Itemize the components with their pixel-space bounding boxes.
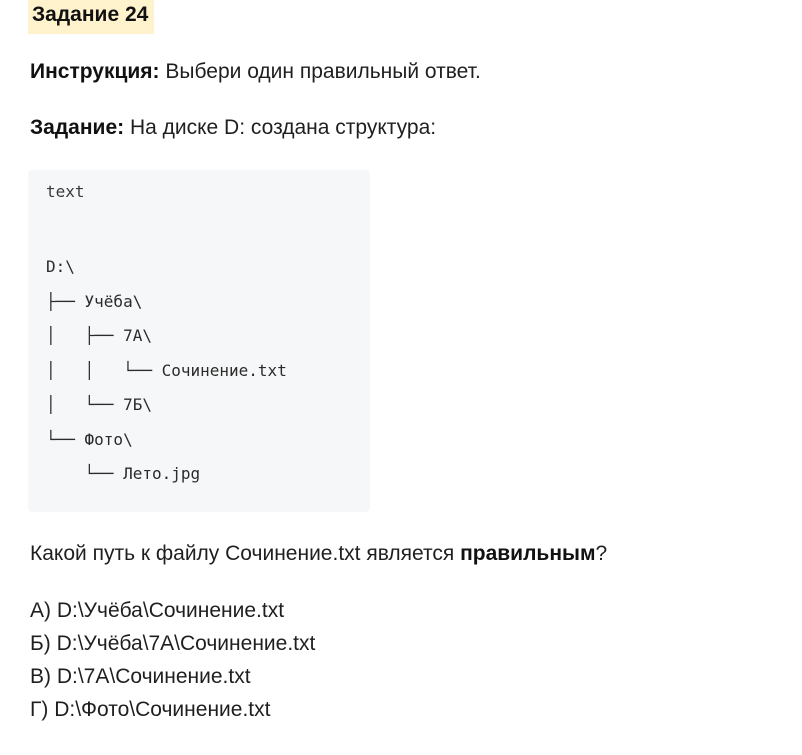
answer-option-c[interactable]: В) D:\7А\Сочинение.txt [30,665,251,688]
instruction-label: Инструкция: [30,60,160,83]
tree-line-leto: └── Лето.jpg [46,464,201,483]
task-label: Задание: [30,116,125,139]
question-emphasis: правильным [460,542,596,565]
answer-option-a[interactable]: А) D:\Учёба\Сочинение.txt [30,599,285,622]
directory-tree [46,250,287,492]
tree-line-sochinenie: │ │ └── Сочинение.txt [46,360,287,380]
task-text: На диске D: создана структура: [124,116,437,139]
tree-line-7a: │ ├── 7А\ [46,326,152,345]
question-before: Какой путь к файлу Сочинение.txt является [30,542,461,565]
tree-line-ucheba: ├── Учёба\ [46,291,143,311]
code-language-label: text [46,182,85,201]
question-after: ? [595,542,608,565]
instruction-line [30,58,481,86]
answer-option-d[interactable]: Г) D:\Фото\Сочинение.txt [30,698,271,721]
instruction-text: Выбери один правильный ответ. [159,60,481,83]
tree-line-root: D:\ [46,257,75,276]
question-text [30,540,607,568]
task-number-heading: Задание 24 [28,0,154,34]
answer-option-b[interactable]: Б) D:\Учёба\7А\Сочинение.txt [30,632,316,655]
code-block [28,170,370,512]
tree-line-foto: └── Фото\ [46,429,133,449]
task-line [30,114,436,142]
tree-line-7b: │ └── 7Б\ [46,395,152,414]
